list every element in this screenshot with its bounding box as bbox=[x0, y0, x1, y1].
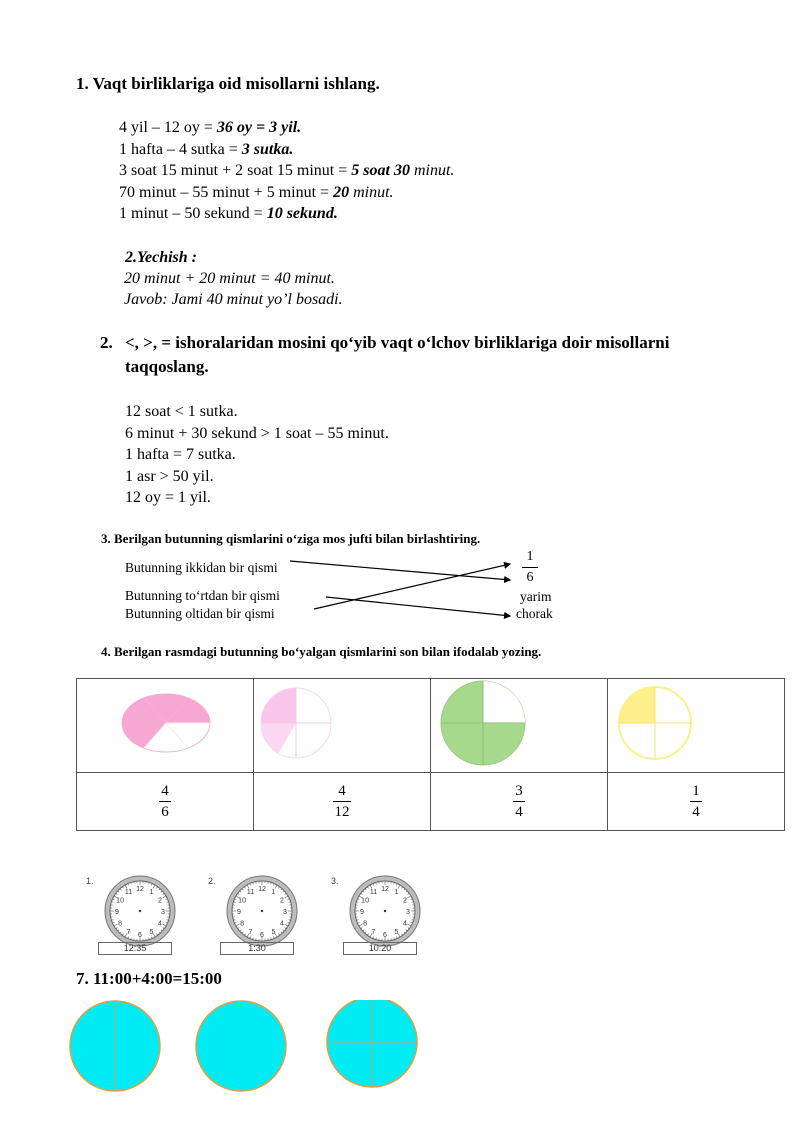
svg-text:5: 5 bbox=[149, 928, 154, 936]
match-left-2: Butunning to‘rtdan bir qismi bbox=[125, 588, 280, 603]
svg-text:1: 1 bbox=[394, 889, 399, 897]
svg-text:4: 4 bbox=[157, 920, 162, 928]
svg-text:8: 8 bbox=[240, 920, 245, 928]
task2-line: 1 hafta = 7 sutka. bbox=[125, 446, 236, 463]
svg-text:3: 3 bbox=[283, 909, 287, 916]
pie-six-parts bbox=[77, 679, 253, 767]
match-right-chorak: chorak bbox=[516, 606, 553, 621]
svg-text:9: 9 bbox=[237, 909, 241, 916]
cyan-circle-whole bbox=[196, 1001, 286, 1091]
task2-line: 1 asr > 50 yil. bbox=[125, 467, 214, 485]
fraction-cell-3: $\frac{3}{4}$ bbox=[431, 773, 608, 831]
pie-green-quarters bbox=[431, 679, 607, 767]
svg-text:2: 2 bbox=[402, 897, 407, 905]
fraction-cell-2: $\frac{4}{12}$ bbox=[254, 773, 431, 831]
task1-line: 70 minut – 55 minut + 5 minut = 20 minut. bbox=[119, 183, 394, 201]
clock-number-label: 3. bbox=[331, 876, 339, 886]
clock-face bbox=[218, 874, 308, 950]
solution-answer: Javob: Jami 40 minut yo’l bosadi. bbox=[124, 291, 343, 308]
svg-text:11: 11 bbox=[246, 889, 255, 897]
fraction-cell-4: $\frac{1}{4}$ bbox=[608, 773, 785, 831]
svg-text:4: 4 bbox=[402, 920, 407, 928]
figure-cell-1 bbox=[77, 679, 254, 773]
task1-line: 1 hafta – 4 sutka = 3 sutka. bbox=[119, 140, 294, 158]
match-line-3 bbox=[314, 564, 510, 609]
svg-text:7: 7 bbox=[126, 928, 131, 936]
clock-time-label: 10:20 bbox=[343, 942, 417, 955]
clock-number-label: 1. bbox=[86, 876, 94, 886]
pie-twelve-parts bbox=[254, 679, 430, 767]
svg-text:8: 8 bbox=[118, 920, 123, 928]
match-fraction-one-sixth: 1 6 bbox=[522, 549, 538, 586]
svg-text:5: 5 bbox=[394, 928, 399, 936]
svg-text:10: 10 bbox=[361, 897, 369, 905]
match-left-1: Butunning ikkidan bir qismi bbox=[125, 560, 278, 575]
task2-heading-line1: <, >, = ishoralaridan mosini qo‘yib vaqt o‘lchov birliklariga doir misollarni bbox=[125, 333, 670, 352]
clock-number-label: 2. bbox=[208, 876, 216, 886]
svg-text:7: 7 bbox=[371, 928, 376, 936]
svg-text:2: 2 bbox=[157, 897, 162, 905]
svg-text:10: 10 bbox=[238, 897, 246, 905]
task2-line: 12 soat < 1 sutka. bbox=[125, 403, 238, 420]
task7-circles bbox=[60, 1000, 440, 1095]
match-line-1 bbox=[290, 561, 510, 580]
cyan-circle-halves bbox=[70, 1001, 160, 1091]
svg-text:2: 2 bbox=[279, 897, 284, 905]
svg-text:6: 6 bbox=[138, 932, 142, 939]
solution-title: 2.Yechish : bbox=[125, 249, 197, 266]
svg-text:1: 1 bbox=[271, 889, 276, 897]
clock-face bbox=[341, 874, 431, 950]
svg-text:6: 6 bbox=[383, 932, 387, 939]
svg-text:9: 9 bbox=[360, 909, 364, 916]
figure-cell-3 bbox=[431, 679, 608, 773]
task7-heading: 7. 11:00+4:00=15:00 bbox=[76, 969, 222, 988]
figure-cell-2 bbox=[254, 679, 431, 773]
svg-text:12: 12 bbox=[258, 886, 266, 893]
svg-text:5: 5 bbox=[271, 928, 276, 936]
svg-text:9: 9 bbox=[115, 909, 119, 916]
clock-time-label: 12:35 bbox=[98, 942, 172, 955]
svg-text:4: 4 bbox=[279, 920, 284, 928]
task2-line: 6 minut + 30 sekund > 1 soat – 55 minut. bbox=[125, 424, 389, 442]
task1-heading: 1. Vaqt birliklariga oid misollarni ishlang. bbox=[76, 74, 380, 93]
svg-text:6: 6 bbox=[260, 932, 264, 939]
task2-heading-line2: taqqoslang. bbox=[125, 357, 209, 376]
solution-line: 20 minut + 20 minut = 40 minut. bbox=[124, 270, 335, 287]
fractions-table bbox=[76, 678, 785, 831]
match-left-3: Butunning oltidan bir qismi bbox=[125, 606, 275, 621]
svg-text:10: 10 bbox=[116, 897, 124, 905]
svg-text:11: 11 bbox=[124, 889, 133, 897]
match-right-yarim: yarim bbox=[520, 589, 552, 604]
task3-heading: 3. Berilgan butunning qismlarini o‘ziga mos jufti bilan birlashtiring. bbox=[101, 531, 481, 546]
svg-text:12: 12 bbox=[381, 886, 389, 893]
task4-heading: 4. Berilgan rasmdagi butunning bo‘yalgan qismlarini son bilan ifodalab yozing. bbox=[101, 644, 542, 659]
task1-line: 1 minut – 50 sekund = 10 sekund. bbox=[119, 205, 338, 222]
clock-face bbox=[96, 874, 186, 950]
svg-text:12: 12 bbox=[136, 886, 144, 893]
svg-text:1: 1 bbox=[149, 889, 154, 897]
task1-line: 4 yil – 12 oy = 36 oy = 3 yil. bbox=[119, 119, 302, 136]
svg-text:7: 7 bbox=[248, 928, 253, 936]
task2-line: 12 oy = 1 yil. bbox=[125, 489, 211, 506]
svg-text:8: 8 bbox=[363, 920, 368, 928]
svg-text:3: 3 bbox=[161, 909, 165, 916]
cyan-circle-quarters bbox=[327, 1000, 417, 1087]
svg-text:3: 3 bbox=[406, 909, 410, 916]
figure-cell-4 bbox=[608, 679, 785, 773]
pie-yellow-quarter bbox=[608, 679, 784, 767]
clock-time-label: 1:30 bbox=[220, 942, 294, 955]
fraction-cell-1: $\frac{4}{6}$ bbox=[77, 773, 254, 831]
svg-text:11: 11 bbox=[369, 889, 378, 897]
task1-line: 3 soat 15 minut + 2 soat 15 minut = 5 soat 30 minut. bbox=[119, 162, 455, 179]
task2-number: 2. bbox=[100, 333, 113, 352]
